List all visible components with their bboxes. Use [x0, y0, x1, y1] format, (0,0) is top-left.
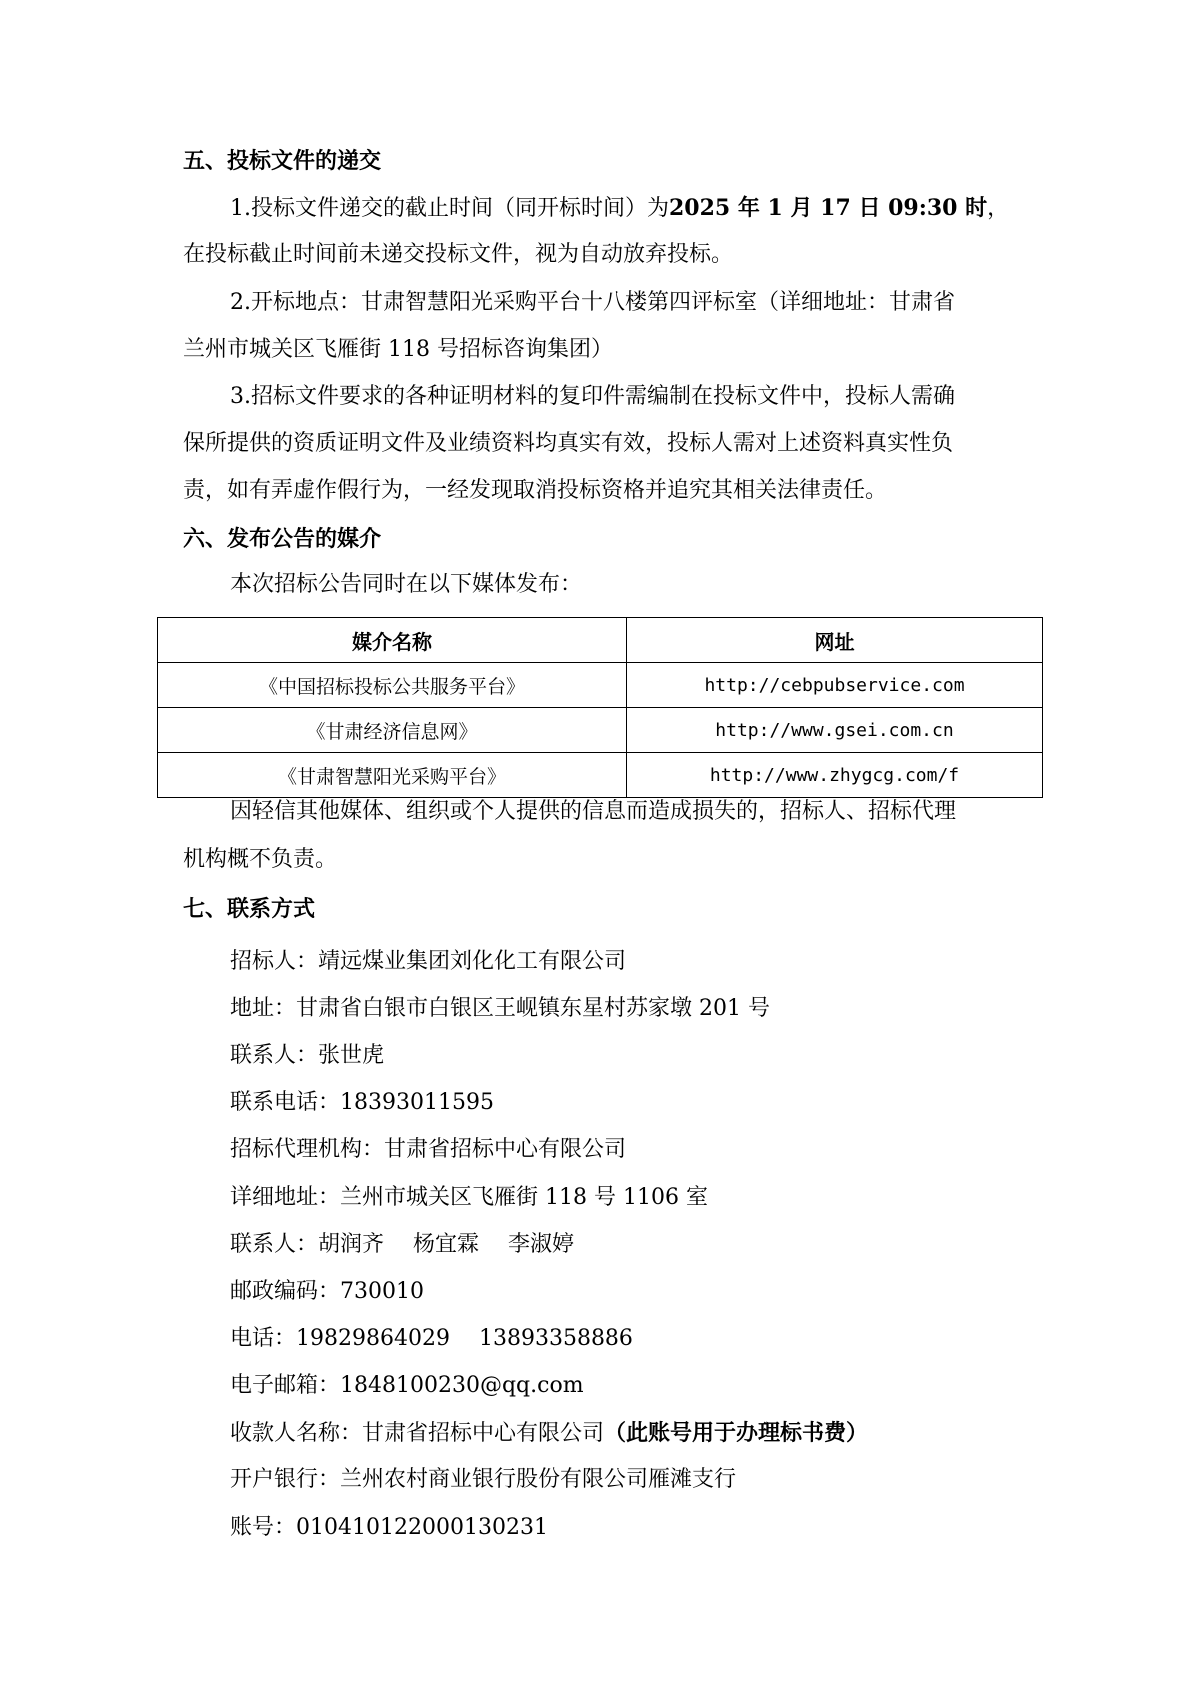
contact-postcode: 邮政编码：730010: [230, 1279, 424, 1304]
payee-note: （此账号用于办理标书费）: [604, 1420, 869, 1446]
contact-address: 地址：甘肃省白银市白银区王岘镇东星村苏家墩 201 号: [230, 996, 770, 1021]
contact-agency-phone: 电话：19829864029 13893358886: [230, 1326, 633, 1351]
header-media-name: 媒介名称: [158, 618, 627, 663]
deadline-comma: ，: [987, 196, 1010, 221]
media-table: [157, 617, 1043, 798]
section-heading-contact: 七、联系方式: [183, 896, 316, 922]
contact-agency-persons: 联系人：胡润齐 杨宜霖 李淑婷: [230, 1232, 574, 1257]
paragraph-deadline: [230, 193, 1009, 224]
media-table-header: [158, 618, 1043, 663]
paragraph-documents-cont2: 责，如有弄虚作假行为，一经发现取消投标资格并追究其相关法律责任。: [183, 478, 888, 503]
bank-name: 开户银行：兰州农村商业银行股份有限公司雁滩支行: [230, 1467, 737, 1492]
contact-person: 联系人：张世虎: [230, 1043, 385, 1068]
paragraph-documents: 3.招标文件要求的各种证明材料的复印件需编制在投标文件中，投标人需确: [230, 384, 955, 409]
deadline-datetime: 2025 年 1 月 17 日 09:30 时: [669, 195, 988, 221]
media-url-link[interactable]: http://www.zhygcg.com/f: [627, 753, 1043, 798]
paragraph-documents-cont1: 保所提供的资质证明文件及业绩资料均真实有效，投标人需对上述资料真实性负: [183, 431, 954, 456]
media-name-cell: 《中国招标投标公共服务平台》: [158, 663, 627, 708]
account-number: 账号：010410122000130231: [230, 1515, 548, 1540]
payee-line: [230, 1418, 868, 1449]
paragraph-deadline-cont: 在投标截止时间前未递交投标文件，视为自动放弃投标。: [183, 242, 734, 267]
paragraph-opening-location: 2.开标地点：甘肃智慧阳光采购平台十八楼第四评标室（详细地址：甘肃省: [230, 290, 955, 315]
payee-name: 收款人名称：甘肃省招标中心有限公司: [230, 1421, 605, 1446]
media-name-cell: 《甘肃智慧阳光采购平台》: [158, 753, 627, 798]
media-intro: 本次招标公告同时在以下媒体发布：: [230, 572, 583, 597]
media-url-link[interactable]: http://www.gsei.com.cn: [627, 708, 1043, 753]
disclaimer-cont: 机构概不负责。: [183, 847, 338, 872]
paragraph-opening-location-cont: 兰州市城关区飞雁街 118 号招标咨询集团）: [183, 337, 613, 362]
header-url: 网址: [627, 618, 1043, 663]
table-row: [158, 753, 1043, 798]
section-heading-submission: 五、投标文件的递交: [183, 148, 382, 174]
contact-agency: 招标代理机构：甘肃省招标中心有限公司: [230, 1137, 627, 1162]
contact-agency-address: 详细地址：兰州市城关区飞雁街 118 号 1106 室: [230, 1185, 708, 1210]
table-row: [158, 663, 1043, 708]
contact-tenderer: 招标人：靖远煤业集团刘化化工有限公司: [230, 949, 627, 974]
contact-phone: 联系电话：18393011595: [230, 1090, 494, 1115]
media-name-cell: 《甘肃经济信息网》: [158, 708, 627, 753]
deadline-text: 1.投标文件递交的截止时间（同开标时间）为: [230, 196, 669, 221]
contact-email: 电子邮箱：1848100230@qq.com: [230, 1373, 584, 1398]
section-heading-media: 六、发布公告的媒介: [183, 526, 382, 552]
table-row: [158, 708, 1043, 753]
disclaimer: 因轻信其他媒体、组织或个人提供的信息而造成损失的，招标人、招标代理: [230, 799, 957, 824]
media-url-link[interactable]: http://cebpubservice.com: [627, 663, 1043, 708]
